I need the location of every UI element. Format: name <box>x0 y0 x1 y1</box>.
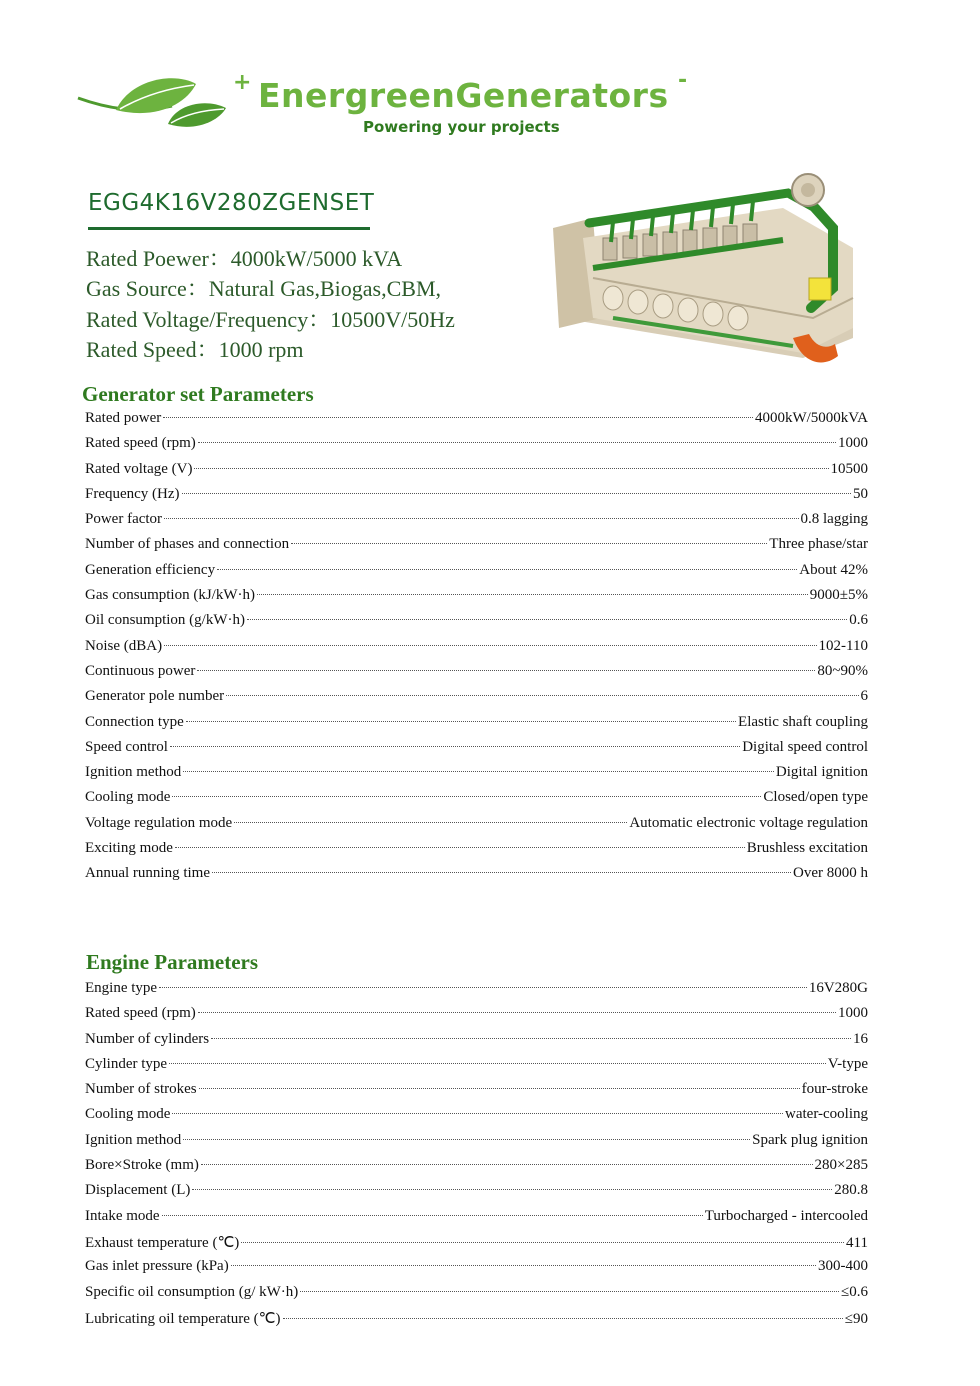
param-label: Rated speed (rpm) <box>85 1005 196 1022</box>
generator-param-row <box>85 840 868 865</box>
param-value: 10500 <box>830 460 868 477</box>
dot-leader <box>186 721 736 722</box>
dot-leader <box>172 796 761 797</box>
generator-param-row <box>85 739 868 764</box>
generator-param-row <box>85 410 868 435</box>
dot-leader <box>283 1318 843 1319</box>
dot-leader <box>182 493 851 494</box>
plus-symbol: + <box>233 70 252 95</box>
brand-tagline: Powering your projects <box>363 118 560 136</box>
generator-param-row <box>85 612 868 637</box>
model-number: EGG4K16V280ZGENSET <box>88 190 375 216</box>
param-value: 280×285 <box>814 1157 868 1174</box>
spec-gas-source: Gas Source：Natural Gas,Biogas,CBM, <box>86 276 442 301</box>
engine-param-row <box>85 1309 868 1334</box>
dot-leader <box>194 468 828 469</box>
param-value: 6 <box>860 688 868 705</box>
param-label: Noise (dBA) <box>85 637 163 654</box>
brand-name <box>258 76 669 115</box>
param-label: Generator pole number <box>85 688 225 705</box>
generator-param-row <box>85 587 868 612</box>
param-value: 0.6 <box>849 612 868 629</box>
param-label: Gas consumption (kJ/kW·h) <box>85 587 255 604</box>
engine-section-title: Engine Parameters <box>86 950 259 974</box>
generator-param-row <box>85 688 868 713</box>
generator-param-row <box>85 815 868 840</box>
generator-section-title: Generator set Parameters <box>82 382 314 406</box>
param-label: Bore×Stroke (mm) <box>85 1157 199 1174</box>
param-value: V-type <box>827 1055 868 1072</box>
param-value: 300-400 <box>818 1258 868 1275</box>
dot-leader <box>162 1215 703 1216</box>
param-label: Intake mode <box>85 1207 160 1224</box>
param-label: Gas inlet pressure (kPa) <box>85 1258 229 1275</box>
param-value: Brushless excitation <box>746 840 868 857</box>
dot-leader <box>231 1265 816 1266</box>
param-label: Number of cylinders <box>85 1030 210 1047</box>
engine-param-row <box>85 1258 868 1283</box>
generator-param-row <box>85 461 868 486</box>
param-label: Specific oil consumption (g/ kW·h) <box>85 1283 299 1300</box>
spec-rated-speed: Rated Speed：1000 rpm <box>86 337 304 362</box>
dot-leader <box>226 695 858 696</box>
generator-param-row <box>85 764 868 789</box>
engine-param-row <box>85 1233 868 1258</box>
param-value: 0.8 lagging <box>800 511 868 528</box>
param-label: Engine type <box>85 980 158 996</box>
dot-leader <box>247 619 847 620</box>
spec-rated-power: Rated Poewer：4000kW/5000 kVA <box>86 246 403 271</box>
param-value: Over 8000 h <box>793 865 868 882</box>
engine-param-row <box>85 1157 868 1182</box>
param-value: Spark plug ignition <box>752 1131 868 1148</box>
dot-leader <box>164 645 816 646</box>
param-value: 16 <box>853 1030 868 1047</box>
dot-leader <box>169 1063 826 1064</box>
param-value: 102-110 <box>818 637 868 654</box>
param-label: Cooling mode <box>85 789 171 806</box>
param-label: Speed control <box>85 738 168 755</box>
param-label: Connection type <box>85 713 184 730</box>
param-value: Closed/open type <box>763 789 868 806</box>
param-label: Number of phases and connection <box>85 536 290 553</box>
minus-symbol: - <box>678 68 688 93</box>
dot-leader <box>192 1189 832 1190</box>
engine-param-row <box>85 1182 868 1207</box>
param-value: 9000±5% <box>809 587 868 604</box>
brand-name-part1: Energreen <box>258 76 456 115</box>
model-underline <box>88 227 370 230</box>
param-value: Three phase/star <box>769 536 868 553</box>
param-label: Rated speed (rpm) <box>85 435 196 452</box>
param-label: Cylinder type <box>85 1055 168 1072</box>
dot-leader <box>198 442 836 443</box>
engine-param-row <box>85 1106 868 1131</box>
dot-leader <box>241 1242 844 1243</box>
param-label: Exhaust temperature (℃) <box>85 1234 240 1251</box>
param-value: ≤90 <box>844 1310 868 1327</box>
generator-param-row <box>85 663 868 688</box>
param-value: 16V280G <box>808 980 868 996</box>
param-value: Elastic shaft coupling <box>738 713 868 730</box>
brand-name-part2: Generators <box>455 76 669 115</box>
engine-param-row <box>85 1081 868 1106</box>
param-value: Digital speed control <box>742 738 868 755</box>
dot-leader <box>201 1164 813 1165</box>
param-label: Oil consumption (g/kW·h) <box>85 612 245 629</box>
param-value: 80~90% <box>817 662 868 679</box>
param-value: four-stroke <box>801 1081 868 1098</box>
generator-param-row <box>85 789 868 814</box>
engine-param-row <box>85 980 868 1005</box>
param-label: Exciting mode <box>85 840 173 857</box>
param-label: Ignition method <box>85 764 182 781</box>
generator-param-row <box>85 865 868 890</box>
param-label: Annual running time <box>85 865 210 882</box>
generator-param-row <box>85 638 868 663</box>
dot-leader <box>197 670 815 671</box>
engine-param-row <box>85 1208 868 1233</box>
dot-leader <box>175 847 745 848</box>
dot-leader <box>170 746 740 747</box>
param-label: Power factor <box>85 511 163 528</box>
generator-param-row <box>85 486 868 511</box>
generator-param-row <box>85 714 868 739</box>
param-value: 1000 <box>838 1005 868 1022</box>
generator-param-row <box>85 562 868 587</box>
dot-leader <box>163 417 753 418</box>
spec-voltage-frequency: Rated Voltage/Frequency：10500V/50Hz <box>86 307 455 332</box>
engine-param-row <box>85 1005 868 1030</box>
param-label: Number of strokes <box>85 1081 197 1098</box>
dot-leader <box>183 1139 750 1140</box>
param-value: 4000kW/5000kVA <box>754 410 868 426</box>
param-label: Rated power <box>85 410 162 426</box>
dot-leader <box>172 1113 783 1114</box>
generator-param-row <box>85 435 868 460</box>
param-value: Turbocharged - intercooled <box>704 1207 868 1224</box>
param-label: Voltage regulation mode <box>85 814 233 831</box>
param-value: Automatic electronic voltage regulation <box>629 814 868 831</box>
dot-leader <box>257 594 808 595</box>
engine-param-row <box>85 1031 868 1056</box>
generator-params-list <box>85 410 868 891</box>
dot-leader <box>198 1012 836 1013</box>
param-value: 1000 <box>838 435 868 452</box>
engine-param-row <box>85 1132 868 1157</box>
dot-leader <box>234 822 627 823</box>
leaf-logo-icon <box>76 74 231 134</box>
dot-leader <box>159 987 807 988</box>
dot-leader <box>291 543 767 544</box>
engine-params-list <box>85 980 868 1334</box>
dot-leader <box>164 518 798 519</box>
param-value: 50 <box>853 485 868 502</box>
dot-leader <box>199 1088 800 1089</box>
dot-leader <box>217 569 797 570</box>
engine-param-row <box>85 1056 868 1081</box>
param-label: Ignition method <box>85 1131 182 1148</box>
param-label: Generation efficiency <box>85 561 216 578</box>
param-label: Displacement (L) <box>85 1182 191 1199</box>
engine-param-row <box>85 1284 868 1309</box>
brand-logo <box>76 68 716 144</box>
param-label: Frequency (Hz) <box>85 485 180 502</box>
param-value: 411 <box>846 1234 868 1251</box>
genset-engine-image <box>553 168 865 380</box>
param-value: Digital ignition <box>775 764 868 781</box>
param-value: ≤0.6 <box>841 1283 868 1300</box>
param-label: Lubricating oil temperature (℃) <box>85 1310 281 1327</box>
dot-leader <box>300 1291 839 1292</box>
param-value: About 42% <box>799 561 868 578</box>
param-label: Continuous power <box>85 662 196 679</box>
dot-leader <box>211 1038 851 1039</box>
param-label: Rated voltage (V) <box>85 460 193 477</box>
generator-param-row <box>85 536 868 561</box>
param-value: water-cooling <box>785 1106 868 1123</box>
dot-leader <box>212 872 791 873</box>
param-label: Cooling mode <box>85 1106 171 1123</box>
param-value: 280.8 <box>834 1182 868 1199</box>
generator-param-row <box>85 511 868 536</box>
dot-leader <box>183 771 774 772</box>
